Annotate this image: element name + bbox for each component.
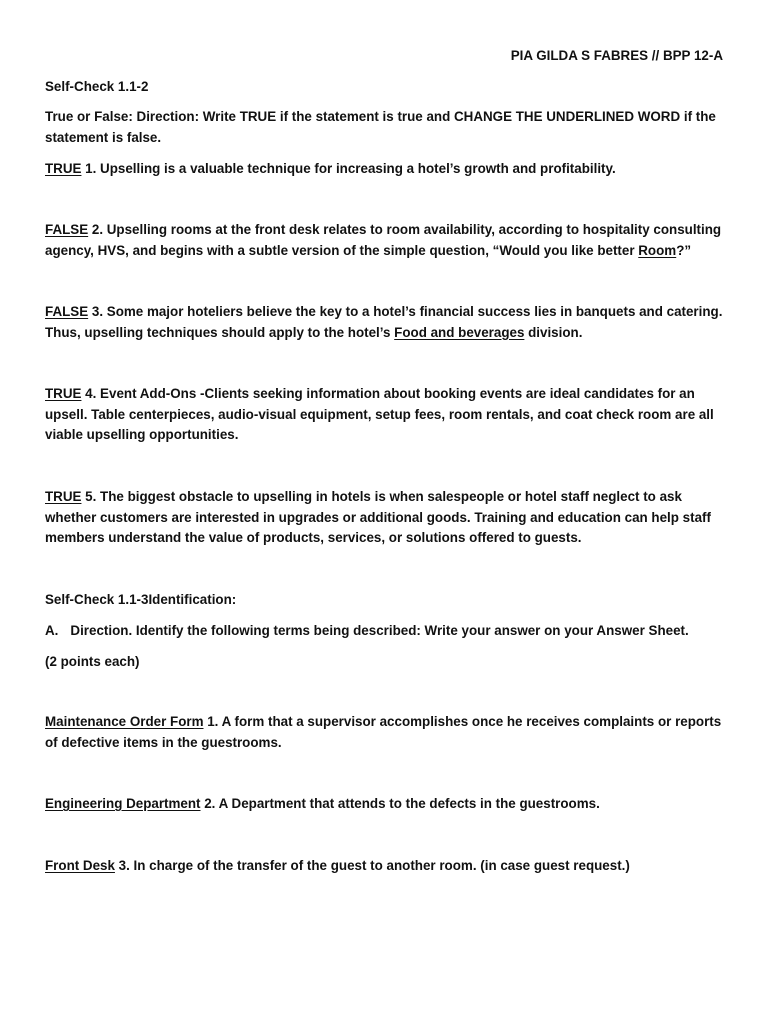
answer-label: Front Desk [45, 858, 115, 873]
section2-direction [45, 622, 689, 640]
direction-text: Direction. Identify the following terms being described: Write your answer on your Answer Sheet. [70, 623, 689, 638]
underlined-word: Food and beverages [394, 324, 525, 340]
section1-direction: True or False: Direction: Write TRUE if the statement is true and CHANGE THE UNDERLINED WORD if the statement is false. [45, 109, 716, 145]
item-text: 1. Upselling is a valuable technique for increasing a hotel’s growth and profitability. [81, 161, 616, 176]
answer-label: TRUE [45, 161, 82, 176]
id-item-3 [45, 856, 735, 877]
item-text: 3. Some major hoteliers believe the key to a hotel’s financial success lies in banquets and catering. Thus, upselling techniques should apply to the hotel’s [45, 304, 723, 340]
tf-item-3 [45, 302, 735, 343]
answer-label: Engineering Department [45, 796, 201, 811]
item-text: 1. A form that a supervisor accomplishes once he receives complaints or reports of defective items in the guestrooms. [45, 714, 722, 750]
item-text: 5. The biggest obstacle to upselling in hotels is when salespeople or hotel staff neglect to ask whether customers are interested in upgrades or additional goods. Training and education can help staff members understand the value of products, services, or solutions offered to guests. [45, 489, 711, 545]
section-title-self-check-1-1-2: Self-Check 1.1-2 [45, 79, 149, 94]
answer-label: FALSE [45, 304, 89, 319]
answer-label: TRUE [45, 489, 82, 504]
tf-item-4 [45, 384, 735, 446]
item-text: 2. Upselling rooms at the front desk relates to room availability, according to hospitality consulting agency, HVS, and begins with a subtle version of the simple question, “Would you like better [45, 222, 722, 258]
direction-marker: A. [45, 623, 59, 638]
tf-item-1 [45, 159, 735, 180]
points-note: (2 points each) [45, 654, 140, 669]
student-header: PIA GILDA S FABRES // BPP 12-A [510, 48, 723, 63]
answer-label: Maintenance Order Form [45, 714, 204, 729]
tf-item-5 [45, 487, 735, 549]
item-text-end: division. [524, 324, 583, 340]
answer-label: TRUE [45, 386, 82, 401]
item-text: 3. In charge of the transfer of the guest to another room. (in case guest request.) [114, 858, 630, 873]
item-text: 4. Event Add-Ons -Clients seeking information about booking events are ideal candidates for an upsell. Table centerpieces, audio-visual equipment, setup fees, room rentals, and coat check room are all viable upselling opportunities. [45, 386, 714, 442]
item-text: 2. A Department that attends to the defects in the guestrooms. [200, 796, 600, 811]
id-item-1 [45, 712, 735, 753]
section-title-self-check-1-1-3: Self-Check 1.1-3Identification: [45, 592, 237, 607]
answer-label: FALSE [45, 222, 89, 237]
tf-item-2 [45, 220, 735, 261]
id-item-2 [45, 794, 735, 815]
underlined-word: Room [638, 242, 677, 258]
item-text-end: ?” [676, 242, 692, 258]
